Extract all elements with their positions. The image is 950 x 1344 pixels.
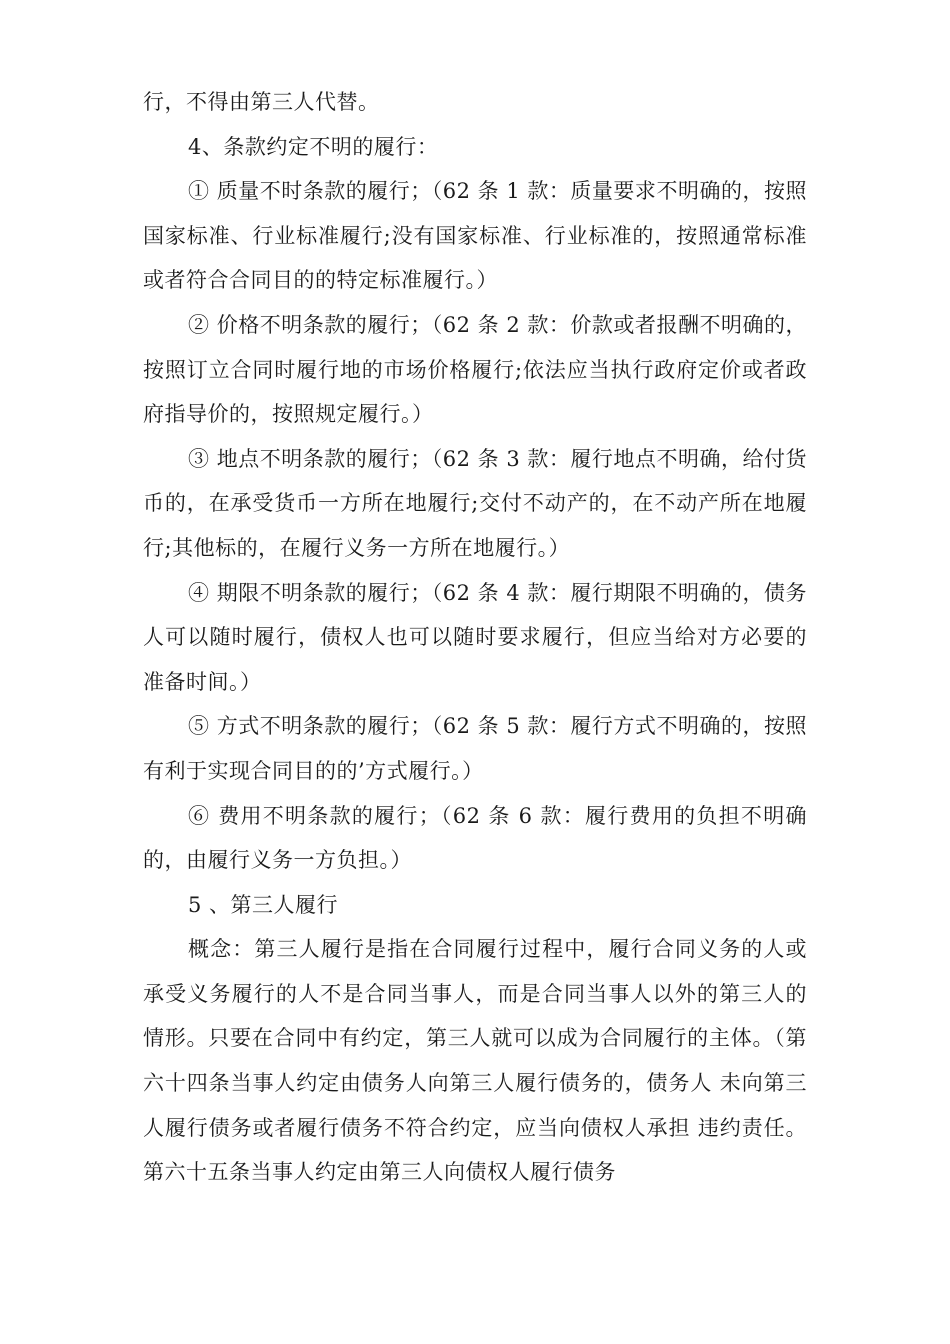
- document-body: [143, 80, 807, 1195]
- paragraph-continuation: 行，不得由第三人代替。: [143, 90, 380, 114]
- paragraph-concept: 概念：第三人履行是指在合同履行过程中，履行合同义务的人或承受义务履行的人不是合同当事人，而是合同当事人以外的第三人的情形。只要在合同中有约定，第三人就可以成为合同履行的主体。（第六十四条当事人约定由债务人向第三人履行债务的，债务人 未向第三人履行债务或者履行债务不符合约定，应当向债权人承担 违约责任。第六十五条当事人约定由第三人向债权人履行债务: [143, 937, 807, 1185]
- heading-third-party: 5 、第三人履行: [188, 892, 339, 917]
- heading-unclear-terms: 4、条款约定不明的履行：: [188, 134, 439, 159]
- item-cost: ⑥ 费用不明条款的履行；（62 条 6 款：履行费用的负担不明确的，由履行义务一方负担。）: [143, 803, 807, 873]
- item-place: ③ 地点不明条款的履行；（62 条 3 款：履行地点不明确，给付货币的，在承受货币一方所在地履行;交付不动产的，在不动产所在地履行;其他标的，在履行义务一方所在地履行。）: [143, 446, 807, 560]
- item-quality: ① 质量不时条款的履行；（62 条 1 款：质量要求不明确的，按照国家标准、行业标准履行;没有国家标准、行业标准的，按照通常标准或者符合合同目的的特定标准履行。）: [143, 179, 807, 293]
- item-price: ② 价格不明条款的履行；（62 条 2 款：价款或者报酬不明确的，按照订立合同时履行地的市场价格履行;依法应当执行政府定价或者政府指导价的，按照规定履行。）: [143, 312, 807, 427]
- item-method: ⑤ 方式不明条款的履行；（62 条 5 款：履行方式不明确的，按照有利于实现合同目的的’方式履行。）: [143, 714, 807, 783]
- item-period: ④ 期限不明条款的履行；（62 条 4 款：履行期限不明确的，债务人可以随时履行，债权人也可以随时要求履行，但应当给对方必要的准备时间。）: [143, 580, 807, 694]
